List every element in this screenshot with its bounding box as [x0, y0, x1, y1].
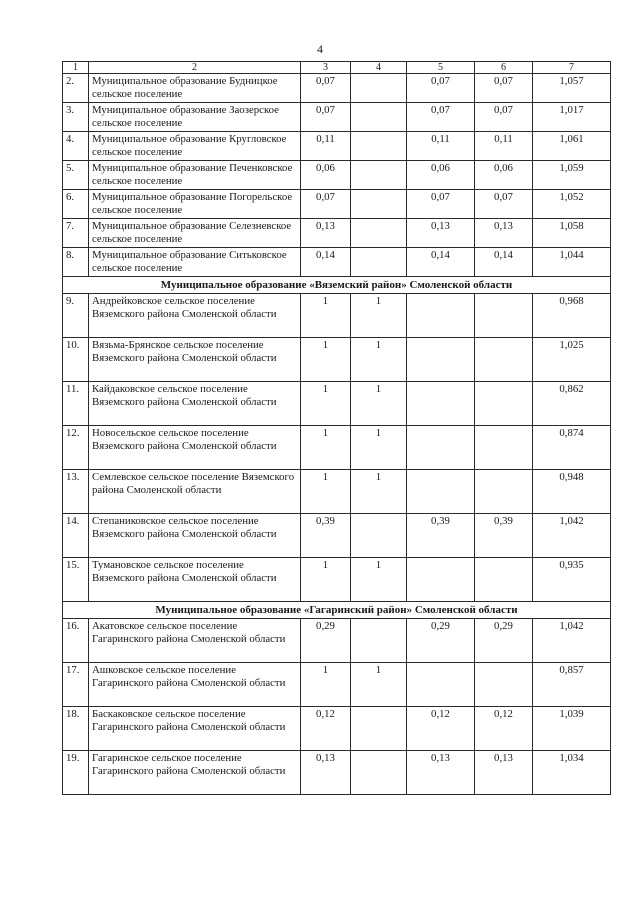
- row-number: 8.: [63, 248, 89, 277]
- table-row: [63, 382, 611, 426]
- value-col5: 0,11: [407, 132, 475, 161]
- row-number: 18.: [63, 707, 89, 751]
- value-col3: 1: [301, 382, 351, 426]
- row-number: 10.: [63, 338, 89, 382]
- settlement-name: Ашковское сельское поселение Гагаринского района Смоленской области: [89, 663, 301, 707]
- value-col6: 0,12: [475, 707, 533, 751]
- row-number: 13.: [63, 470, 89, 514]
- row-number: 16.: [63, 619, 89, 663]
- section-title: Муниципальное образование «Вяземский район» Смоленской области: [63, 277, 611, 294]
- value-col5: 0,13: [407, 219, 475, 248]
- section-header-row: [63, 277, 611, 294]
- value-col3: 0,07: [301, 103, 351, 132]
- value-col4: [351, 132, 407, 161]
- table-body: [63, 62, 611, 795]
- value-col3: 0,29: [301, 619, 351, 663]
- header-cell: 3: [301, 62, 351, 74]
- value-col7: 1,057: [533, 74, 611, 103]
- value-col4: [351, 514, 407, 558]
- header-cell: 7: [533, 62, 611, 74]
- value-col3: 0,12: [301, 707, 351, 751]
- value-col3: 1: [301, 558, 351, 602]
- row-number: 14.: [63, 514, 89, 558]
- value-col5: [407, 338, 475, 382]
- settlement-name: Муниципальное образование Селезневское сельское поселение: [89, 219, 301, 248]
- table-row: [63, 294, 611, 338]
- row-number: 7.: [63, 219, 89, 248]
- value-col6: 0,13: [475, 219, 533, 248]
- value-col6: 0,13: [475, 751, 533, 795]
- value-col4: [351, 161, 407, 190]
- settlement-name: Муниципальное образование Заозерское сельское поселение: [89, 103, 301, 132]
- value-col7: 0,874: [533, 426, 611, 470]
- value-col4: [351, 103, 407, 132]
- value-col7: 1,025: [533, 338, 611, 382]
- value-col6: 0,11: [475, 132, 533, 161]
- settlement-name: Кайдаковское сельское поселение Вяземского района Смоленской области: [89, 382, 301, 426]
- table-row: [63, 751, 611, 795]
- value-col6: 0,07: [475, 190, 533, 219]
- value-col7: 0,862: [533, 382, 611, 426]
- value-col3: 1: [301, 426, 351, 470]
- value-col5: 0,12: [407, 707, 475, 751]
- value-col6: [475, 663, 533, 707]
- settlement-name: Новосельское сельское поселение Вяземского района Смоленской области: [89, 426, 301, 470]
- value-col4: 1: [351, 470, 407, 514]
- settlement-name: Баскаковское сельское поселение Гагаринского района Смоленской области: [89, 707, 301, 751]
- value-col7: 0,935: [533, 558, 611, 602]
- settlement-name: Вязьма-Брянское сельское поселение Вяземского района Смоленской области: [89, 338, 301, 382]
- value-col6: 0,29: [475, 619, 533, 663]
- value-col6: [475, 382, 533, 426]
- value-col5: 0,14: [407, 248, 475, 277]
- value-col5: 0,13: [407, 751, 475, 795]
- value-col4: [351, 619, 407, 663]
- table-row: [63, 248, 611, 277]
- header-cell: 2: [89, 62, 301, 74]
- settlement-name: Муниципальное образование Будницкое сельское поселение: [89, 74, 301, 103]
- row-number: 6.: [63, 190, 89, 219]
- value-col3: 1: [301, 294, 351, 338]
- table-row: [63, 426, 611, 470]
- value-col3: 0,07: [301, 74, 351, 103]
- row-number: 5.: [63, 161, 89, 190]
- value-col3: 0,14: [301, 248, 351, 277]
- header-cell: 5: [407, 62, 475, 74]
- column-number-header: [63, 62, 611, 74]
- value-col4: [351, 751, 407, 795]
- value-col7: 1,058: [533, 219, 611, 248]
- row-number: 4.: [63, 132, 89, 161]
- value-col4: [351, 74, 407, 103]
- value-col3: 0,13: [301, 219, 351, 248]
- row-number: 17.: [63, 663, 89, 707]
- value-col7: 0,968: [533, 294, 611, 338]
- value-col6: [475, 338, 533, 382]
- value-col7: 1,017: [533, 103, 611, 132]
- value-col4: 1: [351, 382, 407, 426]
- row-number: 9.: [63, 294, 89, 338]
- value-col5: [407, 470, 475, 514]
- value-col6: 0,14: [475, 248, 533, 277]
- value-col6: [475, 426, 533, 470]
- section-title: Муниципальное образование «Гагаринский район» Смоленской области: [63, 602, 611, 619]
- value-col3: 1: [301, 470, 351, 514]
- section-header-row: [63, 602, 611, 619]
- table-row: [63, 74, 611, 103]
- value-col6: [475, 470, 533, 514]
- value-col4: [351, 707, 407, 751]
- table-row: [63, 161, 611, 190]
- table-row: [63, 707, 611, 751]
- value-col5: [407, 558, 475, 602]
- value-col4: 1: [351, 663, 407, 707]
- value-col4: [351, 248, 407, 277]
- settlement-name: Гагаринское сельское поселение Гагаринского района Смоленской области: [89, 751, 301, 795]
- value-col3: 1: [301, 663, 351, 707]
- value-col6: [475, 558, 533, 602]
- value-col5: 0,07: [407, 190, 475, 219]
- settlement-name: Муниципальное образование Погорельское сельское поселение: [89, 190, 301, 219]
- coefficients-table: [62, 61, 611, 795]
- header-cell: 4: [351, 62, 407, 74]
- value-col7: 0,857: [533, 663, 611, 707]
- value-col5: 0,07: [407, 74, 475, 103]
- table-row: [63, 338, 611, 382]
- value-col3: 1: [301, 338, 351, 382]
- value-col7: 1,042: [533, 514, 611, 558]
- value-col4: 1: [351, 294, 407, 338]
- row-number: 15.: [63, 558, 89, 602]
- table-row: [63, 619, 611, 663]
- settlement-name: Семлевское сельское поселение Вяземского района Смоленской области: [89, 470, 301, 514]
- table-row: [63, 190, 611, 219]
- table-row: [63, 663, 611, 707]
- settlement-name: Муниципальное образование Печенковское сельское поселение: [89, 161, 301, 190]
- value-col3: 0,07: [301, 190, 351, 219]
- value-col7: 1,059: [533, 161, 611, 190]
- value-col5: 0,07: [407, 103, 475, 132]
- value-col6: 0,07: [475, 103, 533, 132]
- table-row: [63, 470, 611, 514]
- value-col7: 1,044: [533, 248, 611, 277]
- value-col6: [475, 294, 533, 338]
- value-col3: 0,13: [301, 751, 351, 795]
- value-col6: 0,06: [475, 161, 533, 190]
- value-col7: 1,042: [533, 619, 611, 663]
- value-col5: [407, 426, 475, 470]
- value-col6: 0,39: [475, 514, 533, 558]
- value-col7: 1,039: [533, 707, 611, 751]
- value-col5: 0,06: [407, 161, 475, 190]
- value-col4: [351, 190, 407, 219]
- table-row: [63, 132, 611, 161]
- value-col7: 1,034: [533, 751, 611, 795]
- value-col5: 0,39: [407, 514, 475, 558]
- settlement-name: Муниципальное образование Кругловское сельское поселение: [89, 132, 301, 161]
- settlement-name: Акатовское сельское поселение Гагаринского района Смоленской области: [89, 619, 301, 663]
- settlement-name: Тумановское сельское поселение Вяземского района Смоленской области: [89, 558, 301, 602]
- value-col7: 1,061: [533, 132, 611, 161]
- value-col4: 1: [351, 558, 407, 602]
- value-col5: [407, 382, 475, 426]
- row-number: 11.: [63, 382, 89, 426]
- header-cell: 6: [475, 62, 533, 74]
- row-number: 12.: [63, 426, 89, 470]
- value-col4: [351, 219, 407, 248]
- value-col3: 0,11: [301, 132, 351, 161]
- page-number: 4: [317, 42, 323, 56]
- value-col3: 0,06: [301, 161, 351, 190]
- settlement-name: Степаниковское сельское поселение Вяземского района Смоленской области: [89, 514, 301, 558]
- value-col7: 0,948: [533, 470, 611, 514]
- value-col5: 0,29: [407, 619, 475, 663]
- value-col5: [407, 663, 475, 707]
- row-number: 19.: [63, 751, 89, 795]
- value-col5: [407, 294, 475, 338]
- value-col6: 0,07: [475, 74, 533, 103]
- table-row: [63, 558, 611, 602]
- value-col3: 0,39: [301, 514, 351, 558]
- row-number: 2.: [63, 74, 89, 103]
- settlement-name: Андрейковское сельское поселение Вяземского района Смоленской области: [89, 294, 301, 338]
- header-cell: 1: [63, 62, 89, 74]
- value-col4: 1: [351, 338, 407, 382]
- table-row: [63, 219, 611, 248]
- settlement-name: Муниципальное образование Ситьковское сельское поселение: [89, 248, 301, 277]
- value-col7: 1,052: [533, 190, 611, 219]
- table-row: [63, 103, 611, 132]
- table-row: [63, 514, 611, 558]
- value-col4: 1: [351, 426, 407, 470]
- row-number: 3.: [63, 103, 89, 132]
